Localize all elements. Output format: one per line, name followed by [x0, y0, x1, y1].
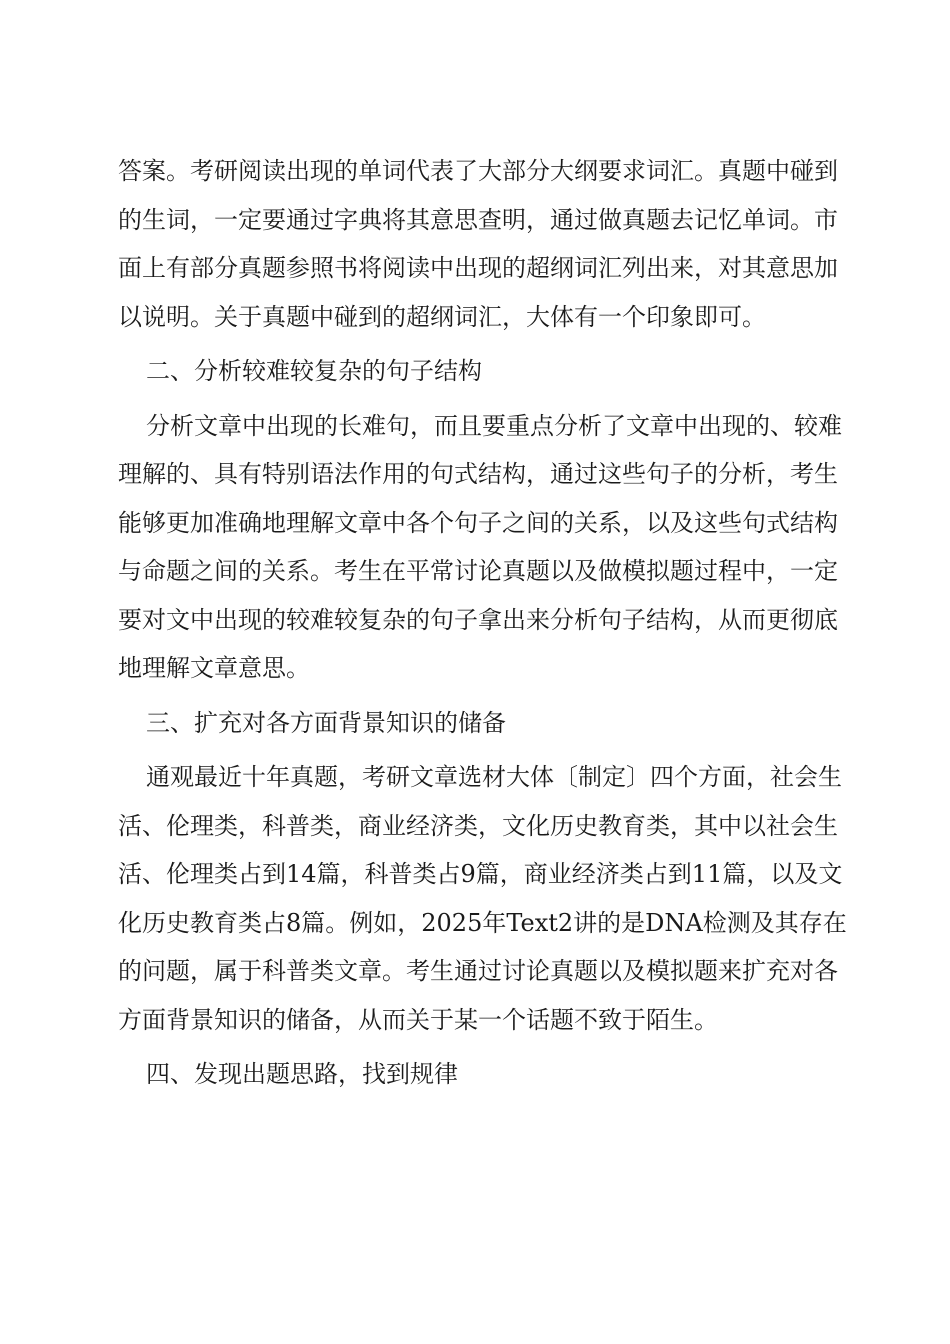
section-heading-background-knowledge: 三、扩充对各方面背景知识的储备 [146, 708, 506, 737]
section-heading-question-patterns: 四、发现出题思路，找到规律 [146, 1060, 458, 1088]
paragraph-background-knowledge: 通观最近十年真题，考研文章选材大体〔制定〕四个方面，社会生活、伦理类，科普类，商业经济类，文化历史教育类，其中以社会生活、伦理类占到14篇，科普类占9篇，商业经济类占到11篇，以及文化历史教育类占8篇。例如，2025年Text2讲的是DNA检测及其存在的问题，属于科普类文章。考生通过讨论真题以及模拟题来扩充对各方面背景知识的储备，从而关于某一个话题不致于陌生。 [118, 763, 847, 1034]
document-body [118, 147, 848, 1099]
paragraph-sentence-structure: 分析文章中出现的长难句，而且要重点分析了文章中出现的、较难理解的、具有特别语法作用的句式结构，通过这些句子的分析，考生能够更加准确地理解文章中各个句子之间的关系，以及这些句式结构与命题之间的关系。考生在平常讨论真题以及做模拟题过程中，一定要对文中出现的较难较复杂的句子拿出来分析句子结构，从而更彻底地理解文章意思。 [118, 411, 842, 682]
paragraph-vocabulary: 答案。考研阅读出现的单词代表了大部分大纲要求词汇。真题中碰到的生词，一定要通过字典将其意思查明，通过做真题去记忆单词。市面上有部分真题参照书将阅读中出现的超纲词汇列出来，对其意思加以说明。关于真题中碰到的超纲词汇，大体有一个印象即可。 [118, 157, 838, 331]
section-heading-sentence-structure: 二、分析较难较复杂的句子结构 [146, 357, 482, 385]
